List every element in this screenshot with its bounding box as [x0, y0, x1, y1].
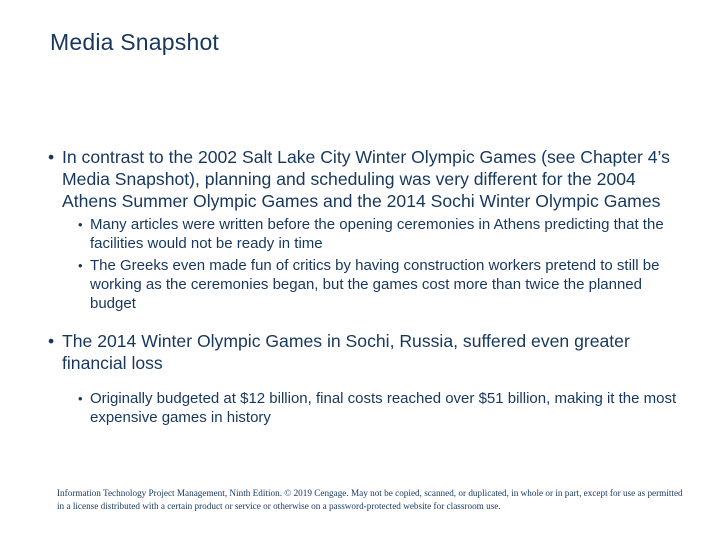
bullet-1-text: In contrast to the 2002 Salt Lake City Winter Olympic Games (see Chapter 4’s Media Snapshot), planning and scheduling was very different for the 2004 Athens Summer Olympic Games and the 2014 Sochi Winter Olympic Games: [62, 147, 670, 211]
bullet-1: [48, 146, 688, 212]
bullet-2: [48, 330, 688, 374]
spacer: [48, 374, 688, 386]
bullet-2-text: The 2014 Winter Olympic Games in Sochi, Russia, suffered even greater financial loss: [62, 331, 630, 373]
bullet-dot-icon: •: [48, 147, 55, 167]
bullet-dot-icon: •: [78, 391, 83, 406]
spacer: [48, 316, 688, 330]
bullet-dot-icon: •: [78, 217, 83, 232]
sub-bullet-1-1: [48, 215, 688, 253]
bullet-dot-icon: •: [78, 258, 83, 273]
sub-bullet-2-1: [48, 389, 688, 427]
sub-bullet-1-1-text: Many articles were written before the opening ceremonies in Athens predicting that the facilities would not be ready in time: [90, 216, 664, 252]
sub-bullet-1-2: [48, 256, 688, 313]
slide-title: Media Snapshot: [50, 29, 220, 55]
slide-content: [48, 146, 688, 430]
bullet-2-sublist: [48, 389, 688, 427]
bullet-dot-icon: •: [48, 331, 55, 351]
copyright-footer: Information Technology Project Management, Ninth Edition. © 2019 Cengage. May not be copied, scanned, or duplicated, in whole or in part, except for use as permitted in a license distributed with a certain product or service or otherwise on a password-protected website for classroom use.: [57, 488, 683, 511]
sub-bullet-1-2-text: The Greeks even made fun of critics by having construction workers pretend to still be working as the ceremonies began, but the games cost more than twice the planned budget: [90, 257, 660, 312]
bullet-1-sublist: [48, 215, 688, 313]
sub-bullet-2-1-text: Originally budgeted at $12 billion, final costs reached over $51 billion, making it the most expensive games in history: [90, 390, 677, 426]
